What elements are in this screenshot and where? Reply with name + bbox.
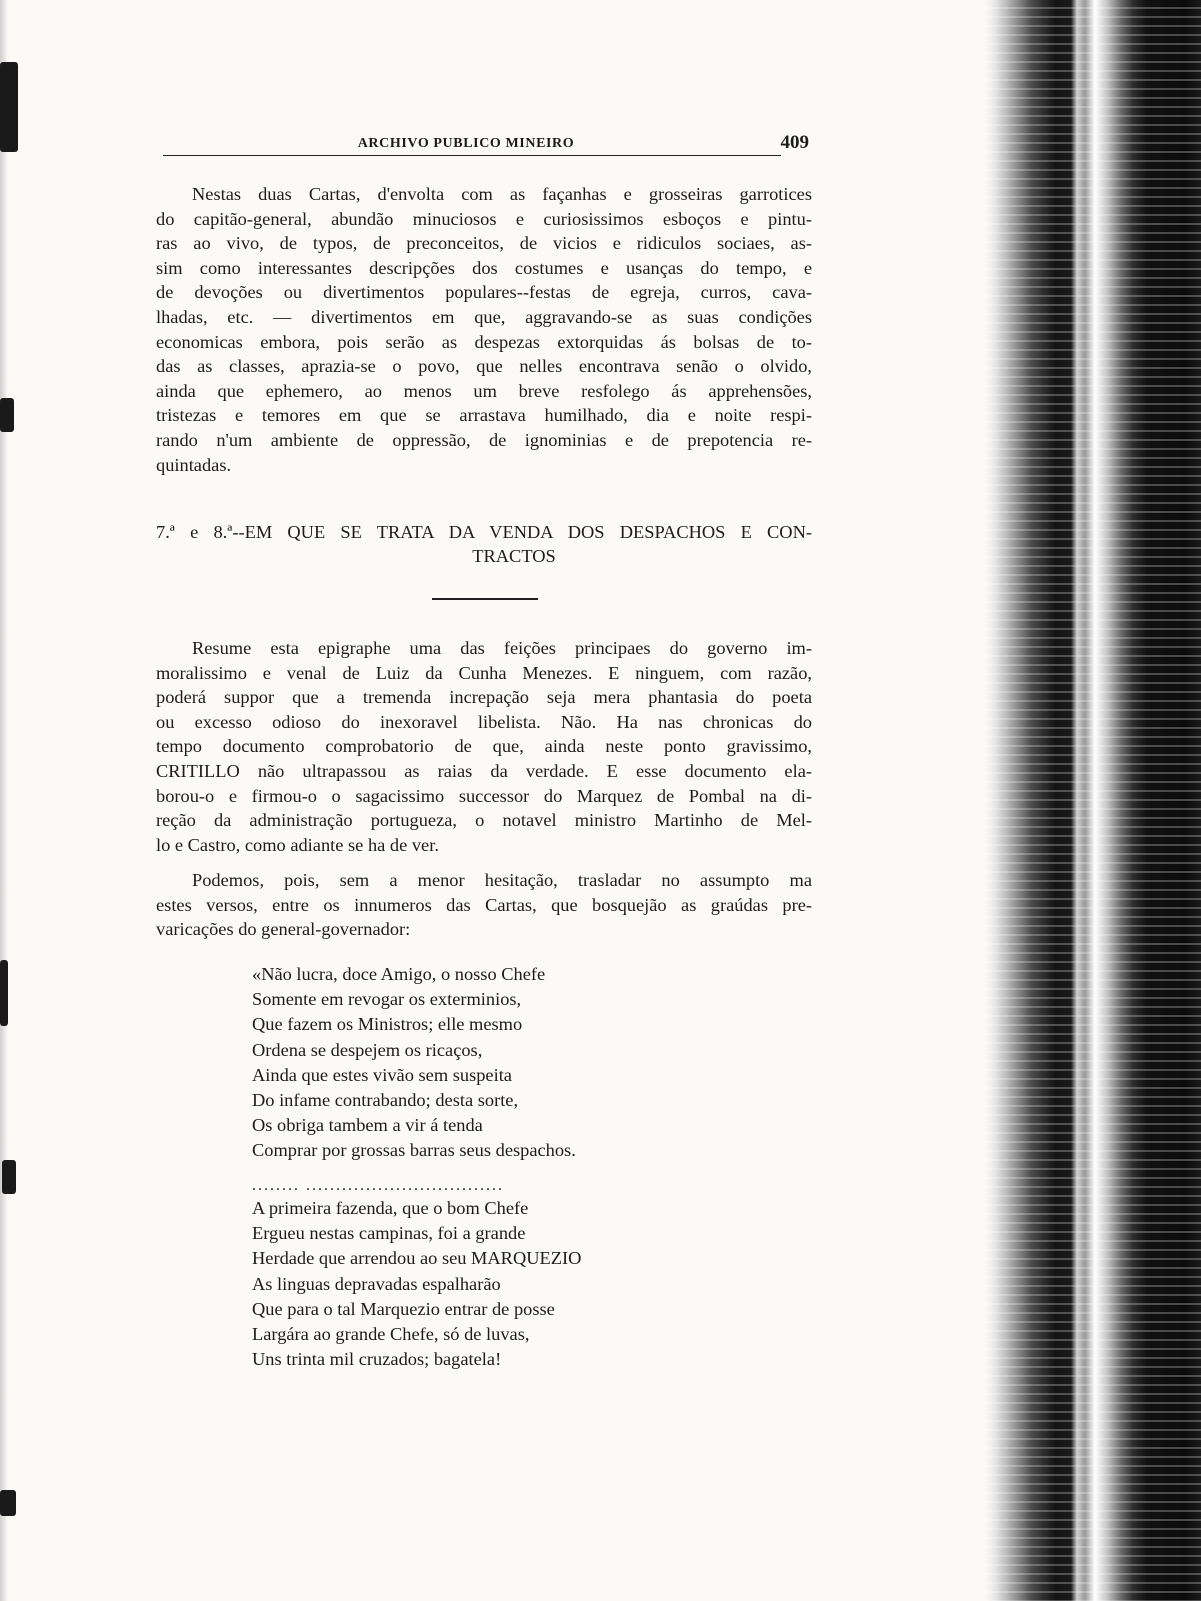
text-line: poderá suppor que a tremenda increpação seja mera phantasia do poeta (156, 687, 812, 708)
verse-line: «Não lucra, doce Amigo, o nosso Chefe (252, 964, 546, 984)
text-line: CRITILLO não ultrapassou as raias da verdade. E esse documento ela- (156, 760, 812, 781)
header-rule (163, 155, 781, 156)
text-line: quintadas. (156, 454, 232, 475)
paragraph-podemos (156, 868, 812, 942)
text-line: de devoções ou divertimentos populares--festas de egreja, curros, cava- (156, 282, 812, 303)
text-line: lo e Castro, como adiante se ha de ver. (156, 834, 439, 855)
scan-mark (0, 62, 18, 152)
text-line: ainda que ephemero, ao menos um breve resfolego ás apprehensões, (156, 380, 812, 401)
section-divider (432, 598, 538, 600)
verse-line: Largára ao grande Chefe, só de luvas, (252, 1324, 530, 1345)
text-line: varicações do general-governador: (156, 919, 411, 940)
text-line: tempo documento comprobatorio de que, ainda neste ponto gravissimo, (156, 736, 812, 757)
verse-line: A primeira fazenda, que o bom Chefe (252, 1198, 529, 1218)
section-heading-line: 7.ª e 8.ª--EM QUE SE TRATA DA VENDA DOS DESPACHOS E CON- (156, 522, 812, 542)
scan-mark (2, 1160, 16, 1194)
verse-line: Uns trinta mil cruzados; bagatela! (252, 1349, 502, 1370)
verse-line: Ainda que estes vivão sem suspeita (252, 1064, 512, 1085)
scan-left-edge (0, 0, 8, 1601)
verse-line: Herdade que arrendou ao seu MARQUEZIO (252, 1248, 582, 1269)
verse-line: As linguas depravadas espalharão (252, 1273, 501, 1294)
section-heading-line: TRACTOS (472, 546, 556, 566)
text-line: borou-o e firmou-o o sagacissimo successor do Marquez de Pombal na di- (156, 785, 812, 806)
text-line: Podemos, pois, sem a menor hesitação, trasladar no assumpto ma (192, 870, 812, 890)
scan-mark (0, 1490, 16, 1516)
paragraph-epigraphe (156, 636, 812, 857)
page-number: 409 (780, 132, 809, 153)
text-line: rando n'um ambiente de oppressão, de ignominias e de prepotencia re- (156, 429, 812, 450)
verse-block-marquezio (252, 1196, 722, 1372)
verse-line: Ergueu nestas campinas, foi a grande (252, 1223, 526, 1244)
text-line: tristezas e temores em que se arrastava humilhado, dia e noite respi- (156, 405, 812, 426)
text-line: das as classes, aprazia-se o povo, que nelles encontrava senão o olvido, (156, 356, 812, 377)
scan-mark (0, 960, 8, 1026)
verse-line: Somente em revogar os exterminios, (252, 989, 522, 1010)
text-line: do capitão-general, abundão minuciosos e curiosissimos esboços e pintu- (156, 208, 812, 229)
verse-line: Do infame contrabando; desta sorte, (252, 1090, 519, 1111)
book-binding-shadow (985, 0, 1201, 1601)
verse-line: Que para o tal Marquezio entrar de posse (252, 1298, 555, 1319)
running-title: ARCHIVO PUBLICO MINEIRO (357, 136, 575, 151)
text-line: estes versos, entre os innumeros das Cartas, que bosquejão as graúdas pre- (156, 894, 812, 915)
verse-line: Os obriga tambem a vir á tenda (252, 1115, 483, 1136)
text-line: reção da administração portugueza, o notavel ministro Martinho de Mel- (156, 810, 812, 831)
text-line: Nestas duas Cartas, d'envolta com as façanhas e grosseiras garrotices (192, 184, 812, 204)
text-line: economicas embora, pois serão as despezas extorquidas ás bolsas de to- (156, 331, 812, 352)
verse-block-despachos (252, 962, 722, 1164)
verse-ellipsis: ........ ................................. (252, 1177, 504, 1194)
verse-line: Comprar por grossas barras seus despachos. (252, 1140, 576, 1161)
scan-mark (0, 398, 14, 432)
text-line: sim como interessantes descripções dos costumes e usanças do tempo, e (156, 257, 812, 278)
text-line: moralissimo e venal de Luiz da Cunha Menezes. E ninguem, com razão, (156, 662, 812, 683)
section-heading (156, 520, 812, 568)
running-header (163, 132, 809, 162)
text-line: ou excesso odioso do inexoravel libelista. Não. Ha nas chronicas do (156, 711, 812, 732)
text-line: Resume esta epigraphe uma das feições principaes do governo im- (192, 638, 812, 658)
verse-line: Que fazem os Ministros; elle mesmo (252, 1014, 523, 1035)
text-line: ras ao vivo, de typos, de preconceitos, de vicios e ridiculos sociaes, as- (156, 233, 812, 254)
verse-line: Ordena se despejem os ricaços, (252, 1039, 483, 1060)
paragraph-cartas-description (156, 182, 812, 477)
text-line: lhadas, etc. — divertimentos em que, aggravando-se as suas condições (156, 306, 812, 327)
